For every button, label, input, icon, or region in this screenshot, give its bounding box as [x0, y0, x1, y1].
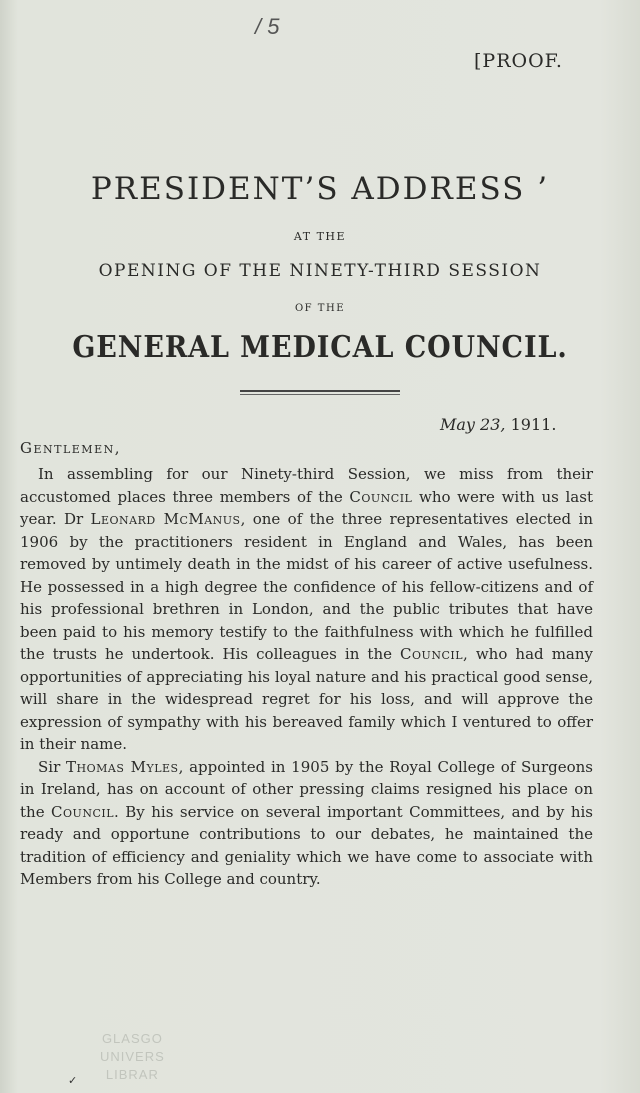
council-title: GENERAL MEDICAL COUNCIL. — [72, 330, 568, 365]
subtitle-opening: OPENING OF THE NINETY-THIRD SESSION — [98, 261, 542, 281]
library-stamp — [100, 1030, 165, 1084]
p1-text-d: , who had many opportunities of appreciating his loyal nature and his practical good sense, will share in the widespread regret for his loss, and will approve the expression of sympathy with his bereaved family which I ventured to offer in their name. — [20, 645, 593, 753]
p1-name: Leonard McManus — [90, 510, 241, 528]
salutation: Gentlemen, — [20, 439, 121, 457]
address-date — [440, 415, 556, 434]
p1-text-b: who were with us last year. Dr — [20, 487, 593, 528]
body-text — [20, 463, 593, 891]
tick-mark-icon: ✓ — [68, 1074, 78, 1087]
title-rule-bottom — [240, 394, 400, 395]
p1-text-a: In assembling for our Ninety-third Session, we miss from their accustomed places three members of the — [20, 465, 593, 506]
p2-text-c: . By his service on several important Committees, and by his ready and opportune contributions to our debates, he maintained the tradition of efficiency and geniality which we have come to associate with Members from his College and country. — [20, 802, 593, 888]
date-year: 1911. — [510, 415, 557, 434]
subtitle-of-the: OF THE — [294, 303, 345, 314]
p2-name: Thomas Myles — [66, 757, 179, 776]
paragraph-1 — [20, 463, 593, 756]
p2-text-b: , appointed in 1905 by the Royal College of Surgeons in Ireland, has on account of other pressing claims resigned his place on the — [20, 757, 594, 821]
stamp-line-1: GLASGO — [101, 1031, 163, 1046]
document-title: PRESIDENT’S ADDRESS ’ — [90, 171, 550, 207]
p1-council-1: Council — [349, 487, 413, 506]
p1-council-2: Council — [400, 645, 464, 663]
paragraph-2 — [20, 756, 593, 891]
p1-text-c: , one of the three representatives elected in 1906 by the practitioners resident in England and Wales, has been removed by untimely death in the midst of his career of active usefulness. He possessed in a high degree the confidence of his fellow-citizens and of his professional brethren in London, and the public tributes that have been paid to his memory testify to the faithfulness with which he fulfilled the trusts he undertook. His colleagues in the — [20, 510, 593, 663]
proof-label: [PROOF. — [474, 50, 563, 72]
date-month-day: May 23, — [440, 415, 506, 434]
handwritten-mark: / 5 — [255, 14, 280, 39]
subtitle-at-the: AT THE — [293, 230, 347, 243]
stamp-line-2: UNIVERS — [100, 1049, 165, 1064]
title-rule-top — [240, 390, 400, 392]
stamp-line-3: LIBRAR — [105, 1067, 159, 1082]
p2-council: Council — [51, 802, 115, 821]
p2-text-a: Sir — [38, 757, 66, 776]
